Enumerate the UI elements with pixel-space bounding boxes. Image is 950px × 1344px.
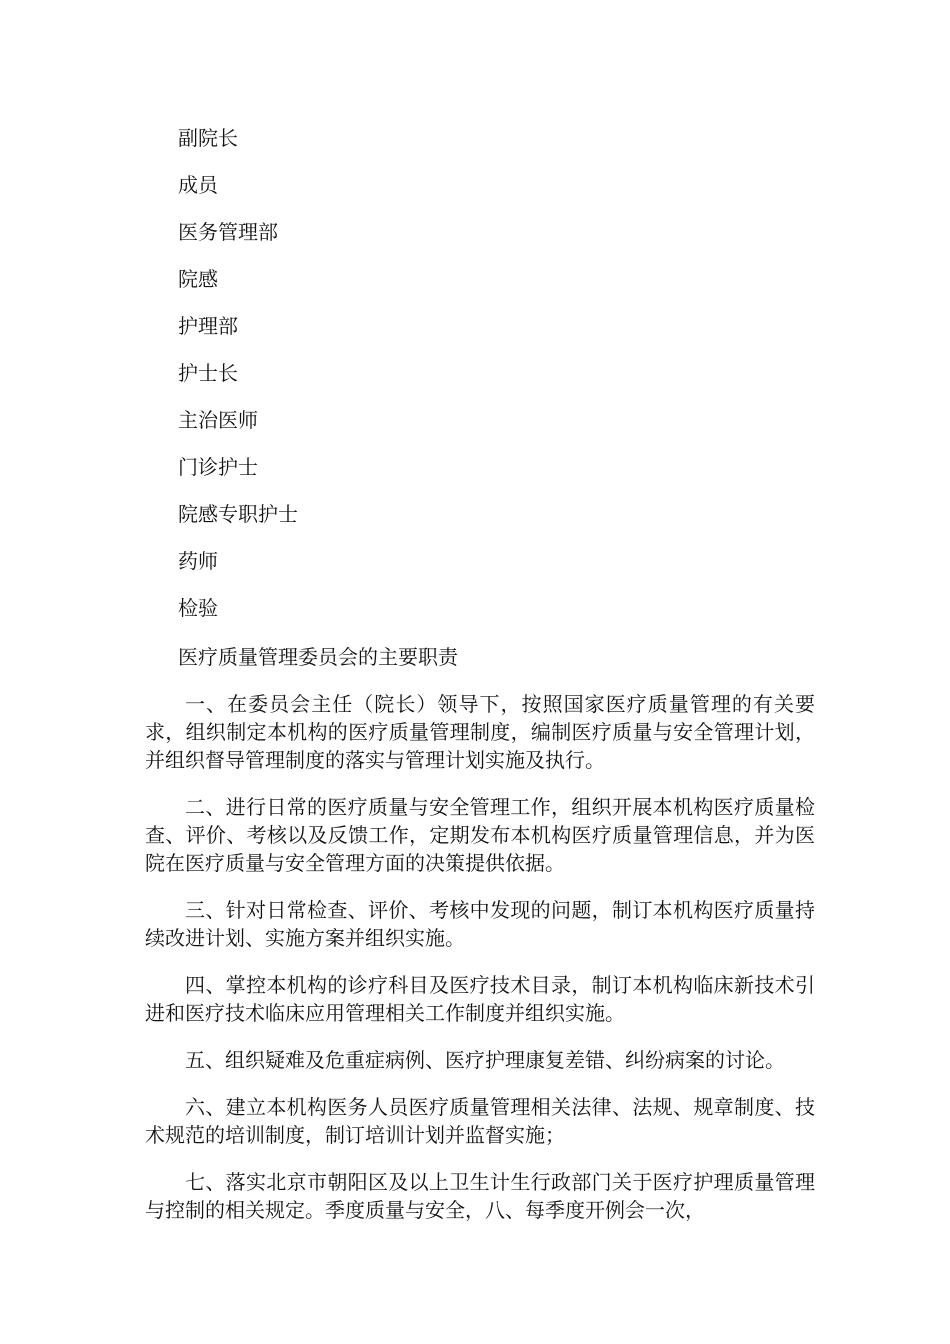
member-list bbox=[178, 124, 298, 641]
member-item: 护士长 bbox=[178, 361, 238, 385]
member-item: 医务管理部 bbox=[178, 220, 278, 244]
duty-paragraph: 三、针对日常检查、评价、考核中发现的问题，制订本机构医疗质量持续改进计划、实施方案并组织实施。 bbox=[145, 898, 815, 950]
duty-paragraph: 二、进行日常的医疗质量与安全管理工作，组织开展本机构医疗质量检查、评价、考核以及反馈工作，定期发布本机构医疗质量管理信息，并为医院在医疗质量与安全管理方面的决策提供依据。 bbox=[145, 795, 815, 875]
duty-paragraph: 五、组织疑难及危重症病例、医疗护理康复差错、纠纷病案的讨论。 bbox=[185, 1048, 785, 1072]
section-heading: 医疗质量管理委员会的主要职责 bbox=[178, 645, 458, 669]
duty-paragraph: 四、掌控本机构的诊疗科目及医疗技术目录，制订本机构临床新技术引进和医疗技术临床应用管理相关工作制度并组织实施。 bbox=[145, 973, 815, 1025]
member-item: 护理部 bbox=[178, 314, 238, 338]
duty-paragraph: 一、在委员会主任（院长）领导下，按照国家医疗质量管理的有关要求，组织制定本机构的医疗质量管理制度，编制医疗质量与安全管理计划，并组织督导管理制度的落实与管理计划实施及执行。 bbox=[145, 692, 815, 772]
duty-paragraph: 六、建立本机构医务人员医疗质量管理相关法律、法规、规章制度、技术规范的培训制度，制订培训计划并监督实施； bbox=[145, 1095, 815, 1147]
duties-body bbox=[145, 690, 815, 1243]
member-item: 院感 bbox=[178, 267, 218, 291]
member-item: 主治医师 bbox=[178, 408, 258, 432]
member-item: 药师 bbox=[178, 549, 218, 573]
member-item: 门诊护士 bbox=[178, 455, 258, 479]
member-item: 检验 bbox=[178, 596, 218, 620]
duty-paragraph: 七、落实北京市朝阳区及以上卫生计生行政部门关于医疗护理质量管理与控制的相关规定。季度质量与安全，八、每季度开例会一次， bbox=[145, 1170, 815, 1222]
member-item: 成员 bbox=[178, 173, 218, 197]
member-item: 副院长 bbox=[178, 126, 238, 150]
member-item: 院感专职护士 bbox=[178, 502, 298, 526]
